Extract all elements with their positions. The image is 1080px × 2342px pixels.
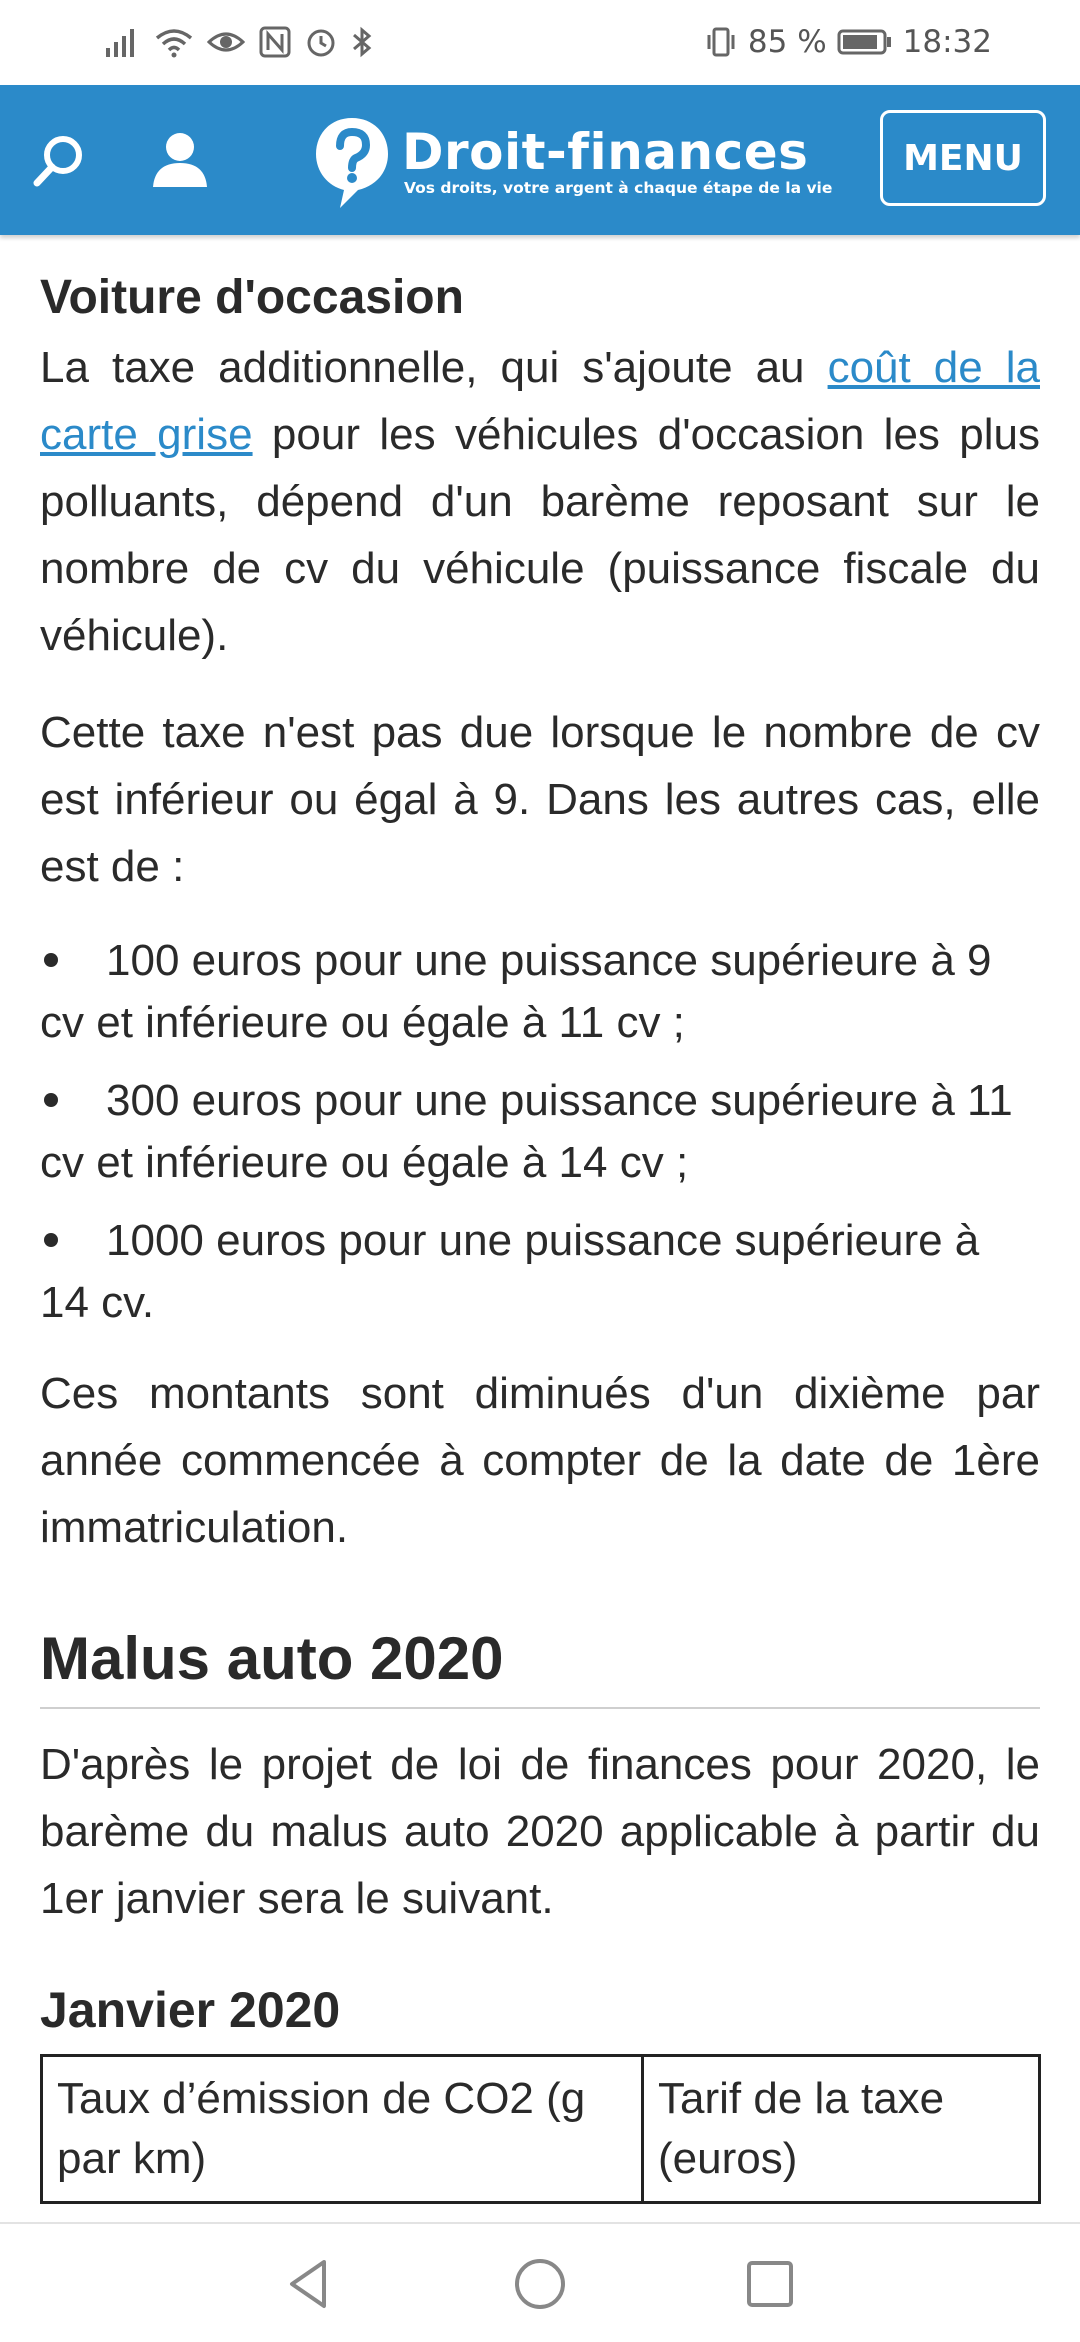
bluetooth-icon (351, 26, 373, 58)
bullet-icon (44, 1093, 58, 1107)
carte-grise-link[interactable]: coût de la carte grise (40, 343, 1040, 459)
account-icon[interactable] (145, 125, 215, 195)
section-title: Voiture d'occasion (40, 271, 464, 324)
battery-percent: 85 % (747, 24, 827, 60)
list-item-text: 300 euros pour une puissance supérieure à 11 cv et inférieure ou égale à 14 cv ; (40, 1076, 1013, 1187)
section-heading-malus: Malus auto 2020 (40, 1621, 1040, 1709)
paragraph-malus: D'après le projet de loi de finances pour 2020, le barème du malus auto 2020 applicable à partir du 1er janvier sera le suivant. (40, 1740, 1040, 1923)
site-header (0, 85, 1080, 235)
article-content (40, 268, 1040, 2204)
malus-table (40, 2054, 1041, 2204)
alarm-icon (305, 26, 337, 58)
vibrate-icon (704, 26, 738, 58)
subsection-heading-january: Janvier 2020 (40, 1982, 341, 2038)
recent-apps-icon[interactable] (740, 2254, 800, 2314)
status-icons-right (704, 22, 992, 62)
brand-tagline: Vos droits, votre argent à chaque étape de la vie (404, 179, 833, 197)
tax-amount-list (40, 930, 1040, 1334)
list-item-text: 1000 euros pour une puissance supérieure à 14 cv. (40, 1216, 980, 1327)
home-icon[interactable] (510, 2254, 570, 2314)
list-item (40, 1070, 1040, 1194)
back-icon[interactable] (280, 2254, 340, 2314)
list-item-text: 100 euros pour une puissance supérieure à 9 cv et inférieure ou égale à 11 cv ; (40, 936, 992, 1047)
clock: 18:32 (902, 24, 992, 60)
list-item (40, 930, 1040, 1054)
battery-icon (837, 27, 893, 57)
status-bar (0, 0, 1080, 85)
paragraph-tax-rule: Cette taxe n'est pas due lorsque le nombre de cv est inférieur ou égal à 9. Dans les autres cas, elle est de : (40, 708, 1040, 891)
signal-icon (105, 26, 141, 58)
nfc-icon (259, 26, 291, 58)
paragraph-reduction: Ces montants sont diminués d'un dixième par année commencée à compter de la date de 1ère immatriculation. (40, 1369, 1040, 1552)
site-logo[interactable] (312, 112, 832, 212)
status-icons-left (105, 22, 373, 62)
paragraph-text: La taxe additionnelle, qui s'ajoute au (40, 343, 828, 392)
system-nav-bar (0, 2222, 1080, 2342)
list-item (40, 1210, 1040, 1334)
paragraph-text: pour les véhicules d'occasion les plus polluants, dépend d'un barème reposant sur le nombre de cv du véhicule (puissance fiscale du véhicule). (40, 410, 1040, 660)
eye-comfort-icon (207, 27, 245, 57)
search-icon[interactable] (25, 125, 95, 195)
bullet-icon (44, 953, 58, 967)
table-header-cell: Tarif de la taxe (euros) (643, 2056, 1040, 2203)
table-header-cell: Taux d’émission de CO2 (g par km) (42, 2056, 643, 2203)
paragraph-intro (40, 334, 1040, 669)
menu-button[interactable]: MENU (880, 110, 1046, 206)
brand-name: Droit-finances (402, 123, 809, 181)
bullet-icon (44, 1233, 58, 1247)
wifi-icon (155, 26, 193, 58)
question-bubble-icon (312, 114, 392, 210)
table-header-row (42, 2056, 1040, 2203)
